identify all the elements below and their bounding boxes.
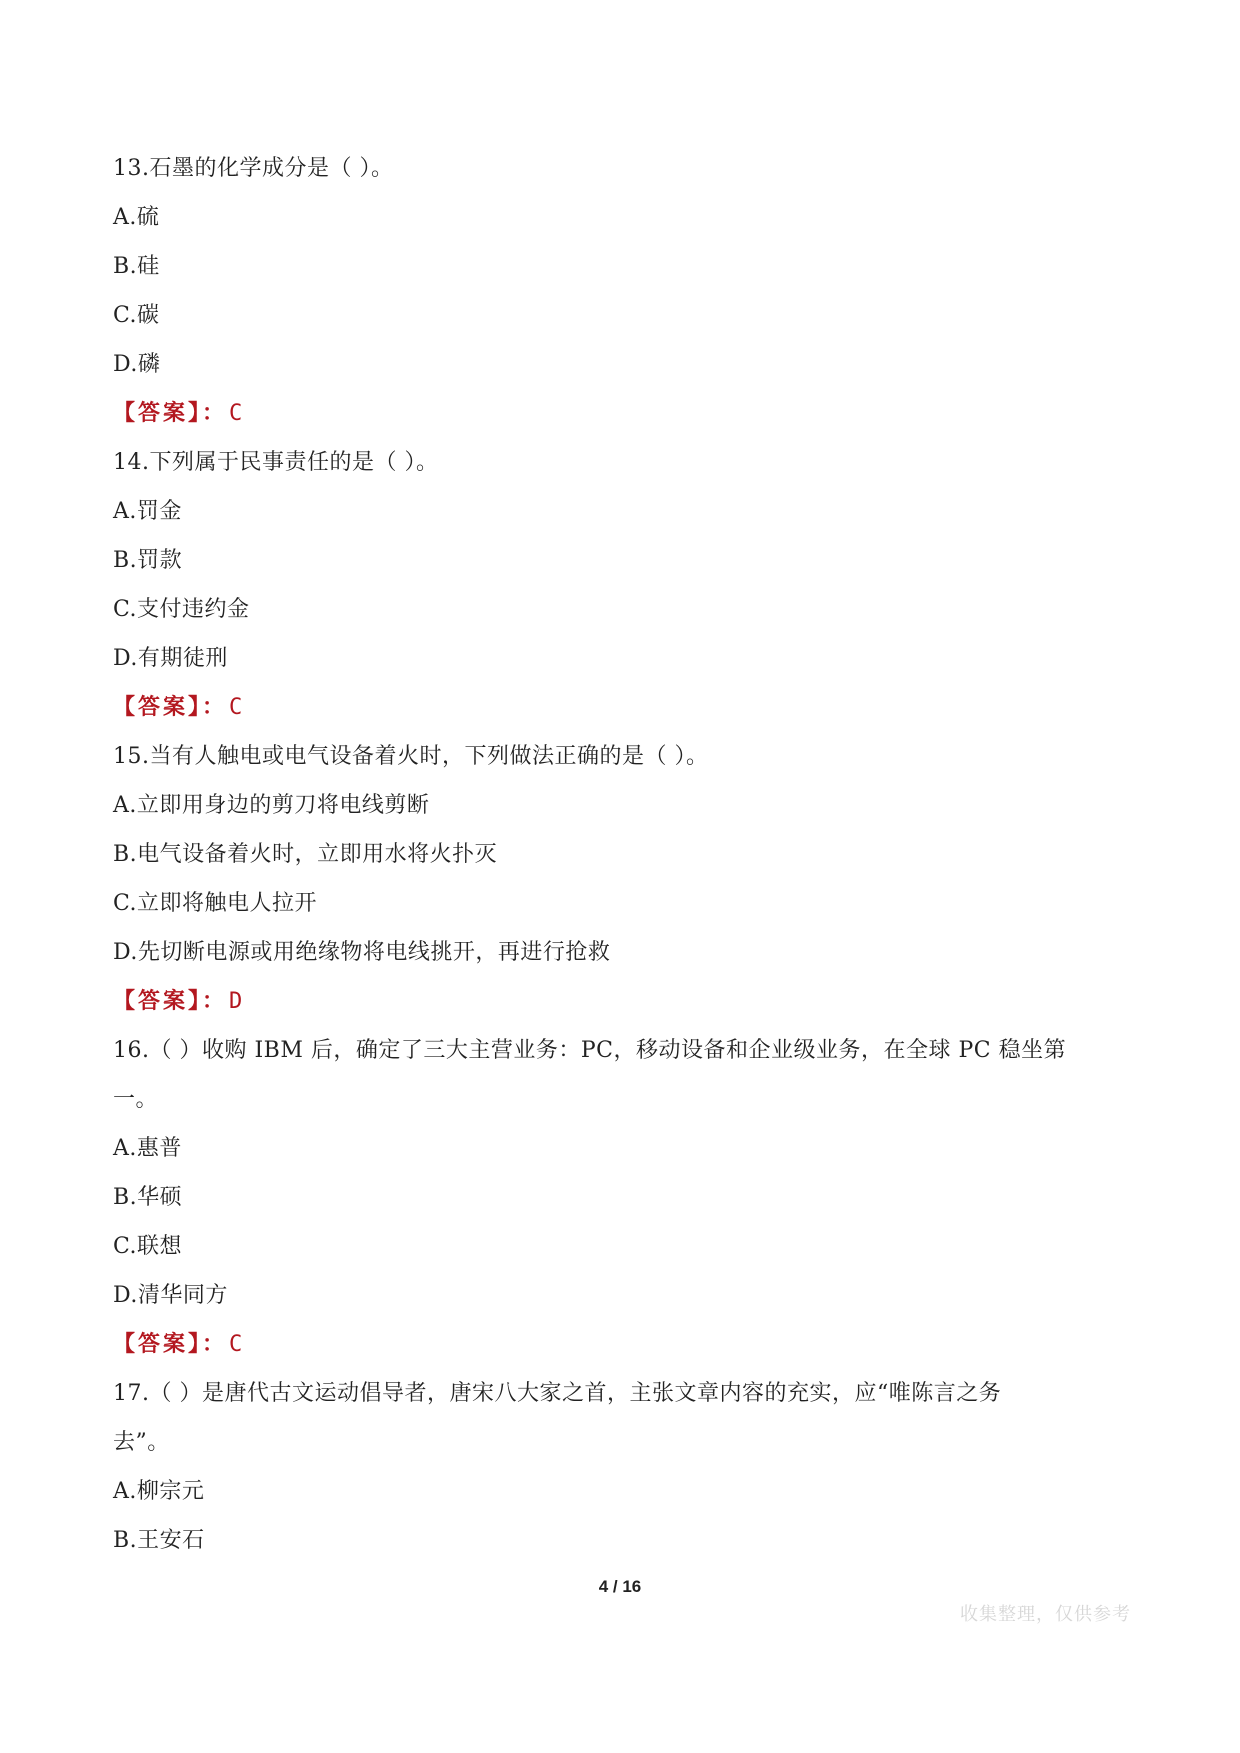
question-stem-line-1: 16.（ ）收购 IBM 后，确定了三大主营业务：PC，移动设备和企业级业务，在全球 PC 稳坐第 (113, 1038, 1067, 1063)
option-c: C.碳 (113, 303, 160, 328)
question-list (113, 144, 1133, 1565)
option-b: B.华硕 (113, 1185, 183, 1210)
question-stem-line-1: 17.（ ）是唐代古文运动倡导者，唐宋八大家之首，主张文章内容的充实，应“唯陈言之务 (113, 1381, 1002, 1406)
question-stem: 13.石墨的化学成分是（ ）。 (113, 156, 394, 181)
answer-value: C (229, 1332, 246, 1357)
answer-value: C (229, 695, 246, 720)
answer-line (113, 389, 1133, 438)
question-stem: 15.当有人触电或电气设备着火时，下列做法正确的是（ ）。 (113, 744, 709, 769)
answer-value: D (229, 989, 246, 1014)
question-stem: 14.下列属于民事责任的是（ ）。 (113, 450, 439, 475)
answer-line (113, 1320, 1133, 1369)
answer-line (113, 683, 1133, 732)
option-d: D.有期徒刑 (113, 646, 228, 671)
option-a: A.柳宗元 (113, 1479, 205, 1504)
answer-label: 【答案】： (113, 694, 228, 720)
answer-label: 【答案】： (113, 1331, 228, 1357)
answer-label: 【答案】： (113, 400, 228, 426)
option-c: C.立即将触电人拉开 (113, 891, 318, 916)
option-b: B.罚款 (113, 548, 183, 573)
option-b: B.王安石 (113, 1528, 205, 1553)
option-d: D.先切断电源或用绝缘物将电线挑开，再进行抢救 (113, 940, 611, 965)
question-stem-line-2: 去”。 (113, 1430, 170, 1455)
option-d: D.磷 (113, 352, 161, 377)
page-number: 4 / 16 (598, 1577, 642, 1596)
answer-label: 【答案】： (113, 988, 228, 1014)
answer-value: C (229, 401, 246, 426)
option-c: C.联想 (113, 1234, 183, 1259)
answer-line (113, 977, 1133, 1026)
option-a: A.罚金 (113, 499, 182, 524)
option-b: B.硅 (113, 254, 160, 279)
watermark: 收集整理，仅供参考 (960, 1604, 1131, 1625)
option-c: C.支付违约金 (113, 597, 250, 622)
option-a: A.硫 (113, 205, 160, 230)
option-d: D.清华同方 (113, 1283, 228, 1308)
question-stem-line-2: 一。 (113, 1087, 159, 1112)
option-b: B.电气设备着火时，立即用水将火扑灭 (113, 842, 498, 867)
option-a: A.惠普 (113, 1136, 182, 1161)
option-a: A.立即用身边的剪刀将电线剪断 (113, 793, 430, 818)
